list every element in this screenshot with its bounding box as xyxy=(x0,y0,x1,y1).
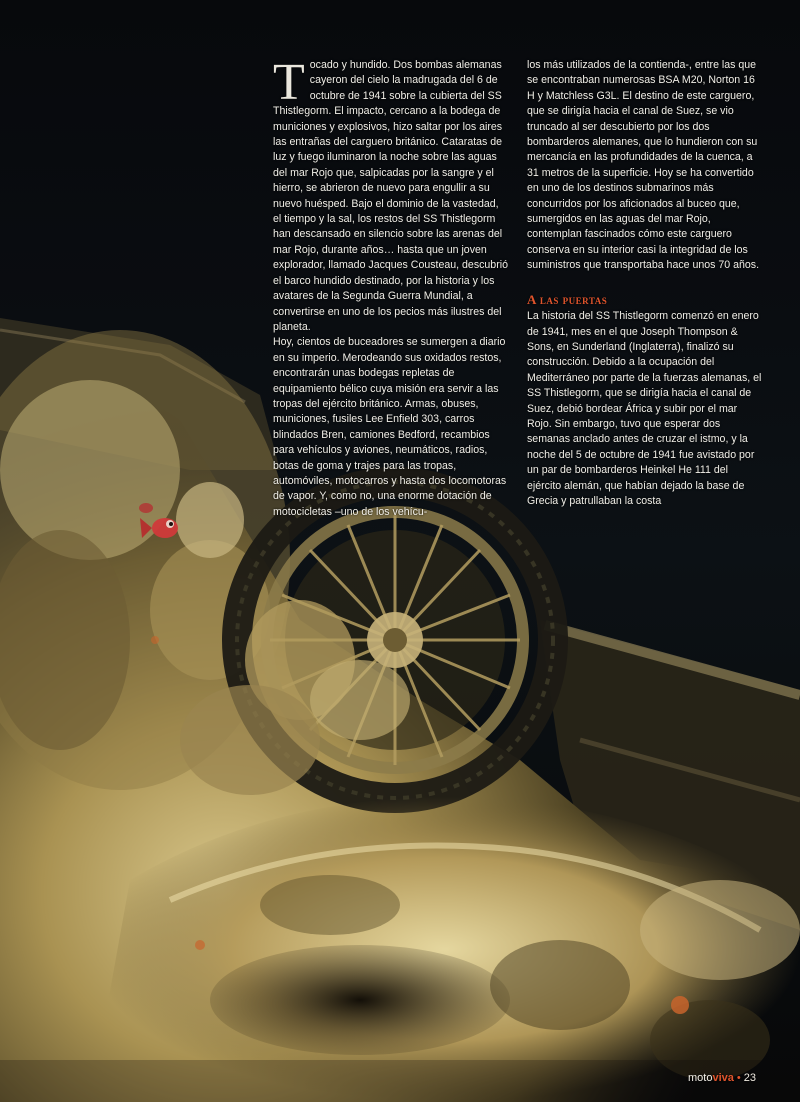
page-number: 23 xyxy=(743,1072,756,1084)
paragraph-text: ocado y hundido. Dos bombas alemanas cayeron del cielo la madrugada del 6 de octubre de 1941 sobre la cubierta del SS Thistlegorm. El impacto, cercano a la bodega de municiones y explosivos, hizo saltar por los aires las entrañas del carguero británico. Cataratas de luz y fuego iluminaron la noche sobre las aguas del mar Rojo que, salpicadas por la sangre y el hierro, se abrieron de nuevo para engullir a su nuevo huésped. Bajo el dominio de la vastedad, el tiempo y la sal, los restos del SS Thistlegorm han descansado en silencio sobre las arenas del mar Rojo, durante años… hasta que un joven explorador, llamado Jacques Cousteau, descubrió el barco hundido destinado, por la historia y los avatares de la Segunda Guerra Mundial, a convertirse en uno de los pecios más ilustres del planeta. xyxy=(273,59,508,333)
text-column-left xyxy=(273,54,509,520)
section-heading: A las puertas xyxy=(527,291,608,307)
page-footer xyxy=(688,1072,756,1084)
article-paragraph xyxy=(273,54,509,335)
article-paragraph: Hoy, cientos de buceadores se sumergen a diario en su imperio. Merodeando sus oxidados restos, encontrarán unas bodegas repletas de equipamiento bélico cuya misión era servir a las tropas del ejército británico. Armas, obuses, municiones, fusiles Lee Enfield 303, carros blindados Bren, camiones Bedford, recambios para vehículos y aviones, neumáticos, radios, botas de goma y trajes para las tropas, automóviles, motocarros y hasta dos locomotoras de vapor. Y, como no, una enorme dotación de motocicletas –uno de los vehícu- xyxy=(273,336,507,518)
article-paragraph: los más utilizados de la contienda-, entre las que se encontraban numerosas BSA M20, Norton 16 H y Matchless G3L. El destino de este carguero, que se dirigía hacia el canal de Suez, se vio truncado al ser descubierto por los dos bombarderos alemanes, que lo hundieron con su mercancía en las profundidades de la cuenca, a 31 metros de la superficie. Hoy se ha convertido en uno de los destinos submarinos más concurridos por los aficionados al buceo que, sumergidos en las aguas del mar Rojo, contemplan fascinados cómo este carguero conserva en su interior casi la integridad de los suministros que transportaba hace unos 70 años. xyxy=(527,59,760,272)
magazine-logo: motoviva xyxy=(688,1072,734,1084)
footer-separator: • xyxy=(736,1072,741,1084)
article-paragraph: La historia del SS Thistlegorm comenzó en enero de 1941, mes en el que Joseph Thompson & Sons, en Sunderland (Inglaterra), finalizó su construcción. Debido a la ocupación del Mediterráneo por parte de la fuerzas alemanas, el SS Thistlegorm, que se dirigía hacia el canal de Suez, debió bordear África y subir por el mar Rojo. Sin embargo, tuvo que esperar dos semanas anclado antes de cruzar el istmo, y la noche del 5 de octubre de 1941 fue avistado por un par de bombarderos Heinkel He 111 del ejército alemán, que habían dejado la base de Grecia y patrullaban la costa xyxy=(527,310,762,507)
drop-cap: T xyxy=(273,54,305,111)
text-column-right xyxy=(527,58,763,509)
